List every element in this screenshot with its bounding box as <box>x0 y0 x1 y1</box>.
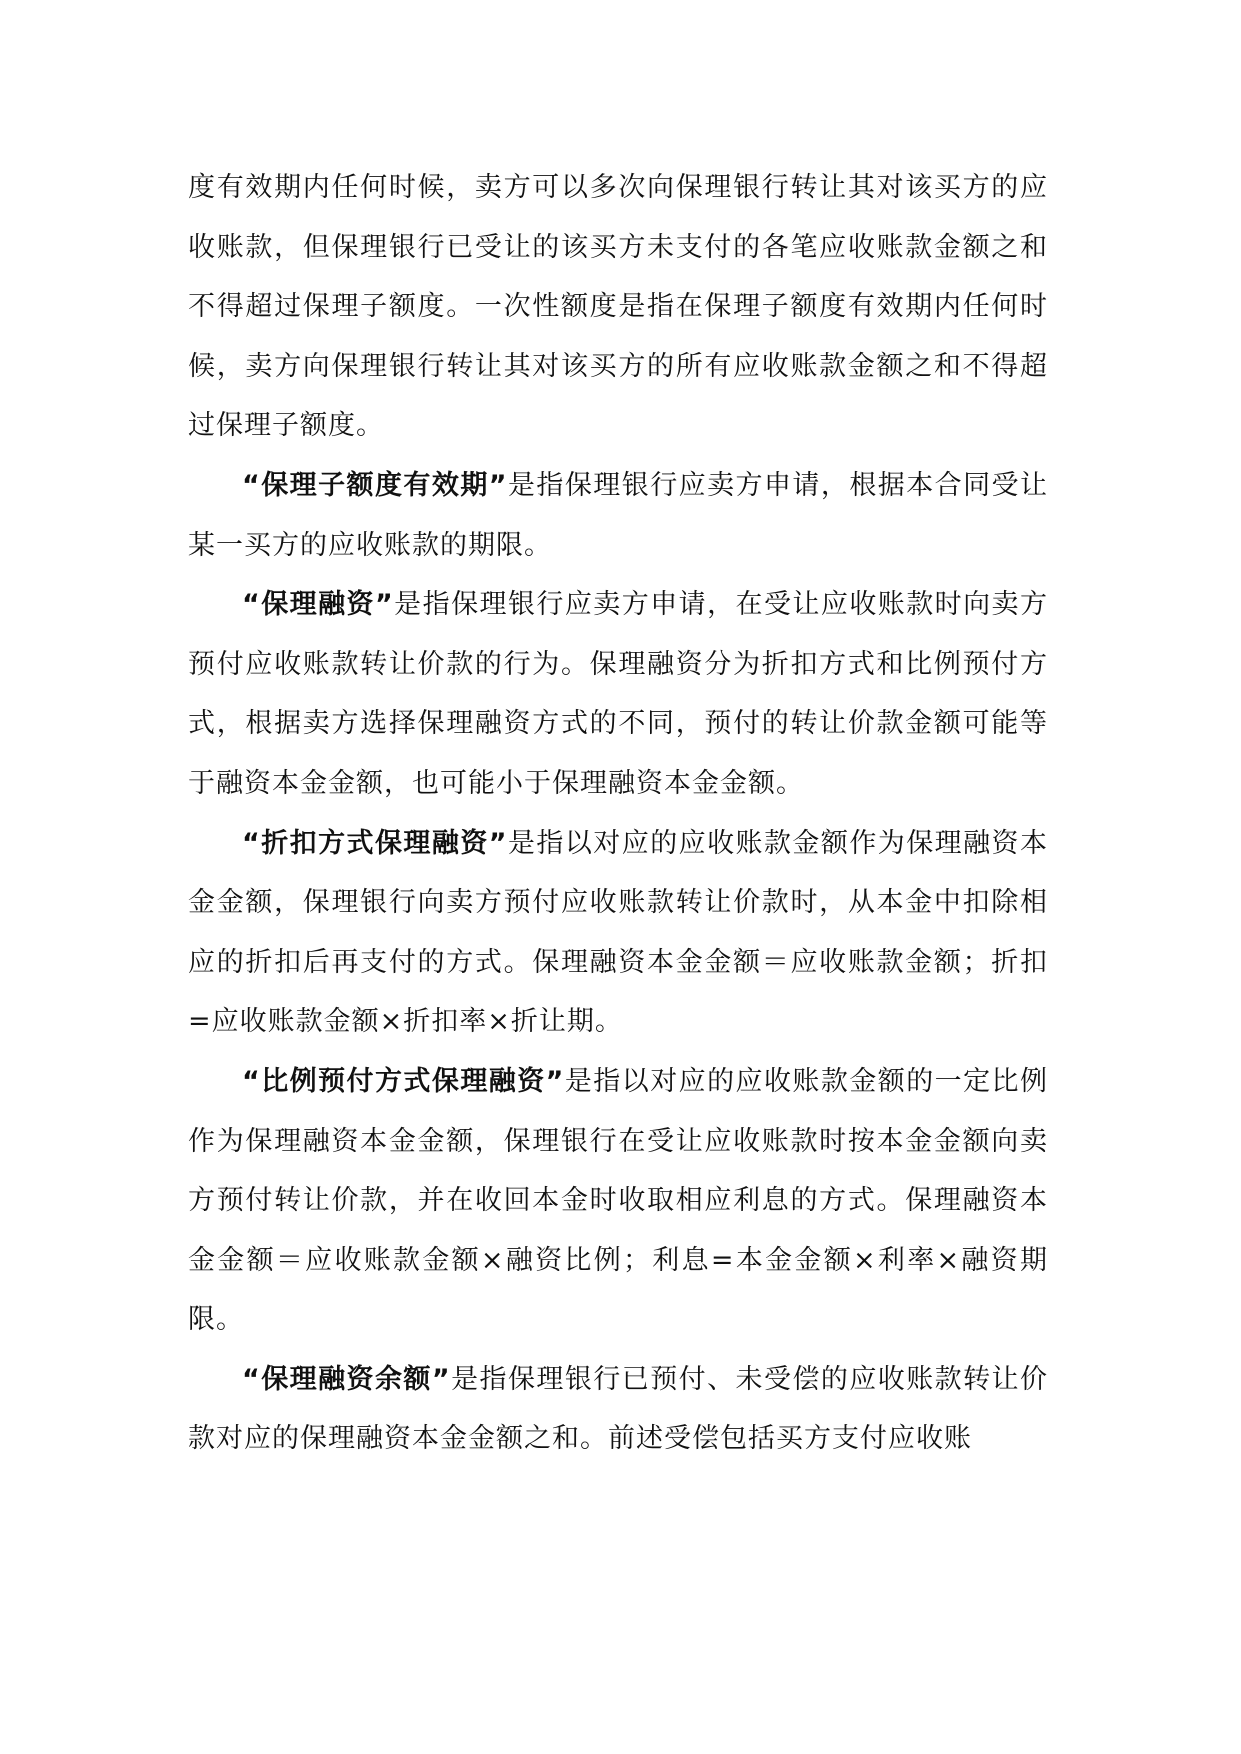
defined-term: “保理子额度有效期” <box>242 469 508 501</box>
paragraph-prepayment-financing <box>188 1052 1048 1350</box>
paragraph-text: 是指以对应的应收账款金额作为保理融资本金金额，保理银行向卖方预付应收账款转让价款时，从本金中扣除相应的折扣后再支付的方式。保理融资本金金额＝应收账款金额；折扣=应收账款金额×折扣率×折让期。 <box>188 827 1048 1038</box>
paragraph-text: 是指保理银行应卖方申请，在受让应收账款时向卖方预付应收账款转让价款的行为。保理融资分为折扣方式和比例预付方式，根据卖方选择保理融资方式的不同，预付的转让价款金额可能等于融资本金金额，也可能小于保理融资本金金额。 <box>188 589 1049 799</box>
document-body <box>188 158 1048 1469</box>
paragraph-text: 度有效期内任何时候，卖方可以多次向保理银行转让其对该买方的应收账款，但保理银行已受让的该买方未支付的各笔应收账款金额之和不得超过保理子额度。一次性额度是指在保理子额度有效期内任何时候，卖方向保理银行转让其对该买方的所有应收账款金额之和不得超过保理子额度。 <box>188 172 1048 442</box>
defined-term: “保理融资余额” <box>242 1363 451 1395</box>
paragraph-discount-financing <box>188 814 1048 1052</box>
defined-term: “折扣方式保理融资” <box>242 827 508 859</box>
defined-term: “比例预付方式保理融资” <box>242 1065 565 1097</box>
paragraph-financing-balance <box>188 1350 1048 1469</box>
paragraph-sub-limit-validity <box>188 456 1048 575</box>
paragraph-factoring-financing <box>188 575 1048 813</box>
paragraph-text: 是指保理银行应卖方申请，根据本合同受让某一买方的应收账款的期限。 <box>188 469 1048 561</box>
paragraph-sub-limit-continuation <box>188 158 1048 456</box>
paragraph-text: 是指以对应的应收账款金额的一定比例作为保理融资本金金额，保理银行在受让应收账款时按本金金额向卖方预付转让价款，并在收回本金时收取相应利息的方式。保理融资本金金额＝应收账款金额×融资比例；利息=本金金额×利率×融资期限。 <box>188 1065 1048 1336</box>
defined-term: “保理融资” <box>242 589 394 621</box>
paragraph-text: 是指保理银行已预付、未受偿的应收账款转让价款对应的保理融资本金金额之和。前述受偿包括买方支付应收账 <box>188 1363 1048 1455</box>
